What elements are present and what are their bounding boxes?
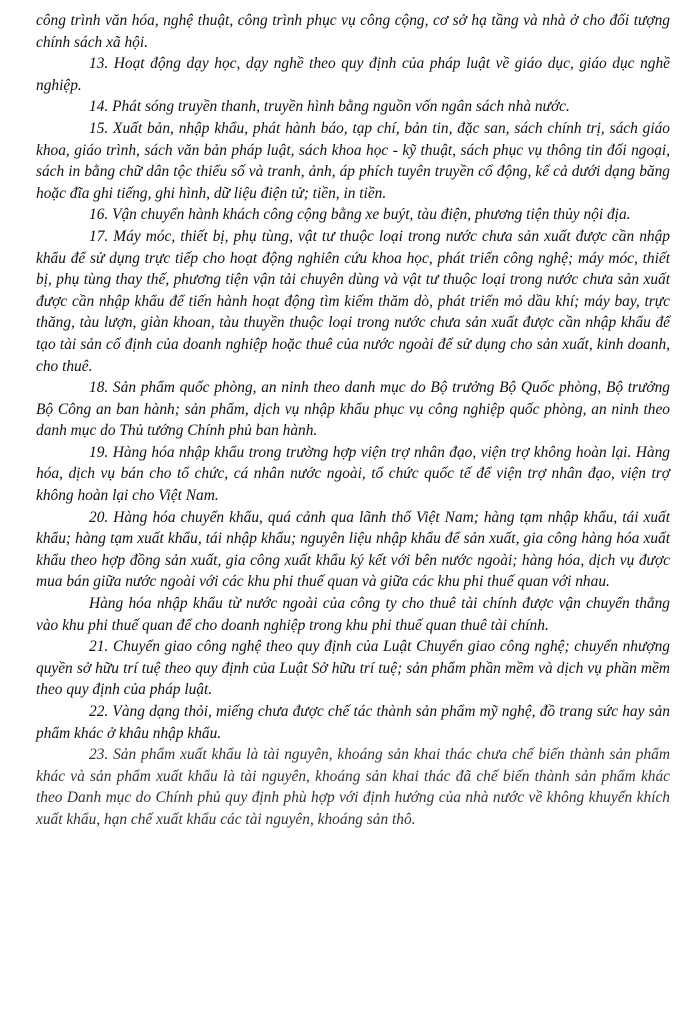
paragraph-item-21: 21. Chuyển giao công nghệ theo quy định của Luật Chuyển giao công nghệ; chuyển nhượng quyền sở hữu trí tuệ theo quy định của Luật Sở hữu trí tuệ; sản phẩm phần mềm và dịch vụ phần mềm theo quy định của pháp luật. [36, 638, 670, 699]
paragraph-item-23: 23. Sản phẩm xuất khẩu là tài nguyên, khoáng sản khai thác chưa chế biến thành sản phẩm khác và sản phẩm xuất khẩu là tài nguyên, khoáng sản khai thác đã chế biến thành sản phẩm khác theo Danh mục do Chính phủ quy định phù hợp với định hướng của nhà nước về không khuyến khích xuất khẩu, hạn chế xuất khẩu các tài nguyên, khoáng sản thô. [36, 746, 670, 828]
paragraph-item-13: 13. Hoạt động dạy học, dạy nghề theo quy định của pháp luật về giáo dục, giáo dục nghề nghiệp. [36, 55, 670, 94]
paragraph-item-20: 20. Hàng hóa chuyển khẩu, quá cảnh qua lãnh thổ Việt Nam; hàng tạm nhập khẩu, tái xuất khẩu; hàng tạm xuất khẩu, tái nhập khẩu; nguyên liệu nhập khẩu để sản xuất, gia công hàng hóa xuất khẩu theo hợp đồng sản xuất, gia công xuất khẩu ký kết với bên nước ngoài; hàng hóa, dịch vụ được mua bán giữa nước ngoài với các khu phi thuế quan và giữa các khu phi thuế quan với nhau. [36, 508, 670, 591]
document-page [36, 10, 670, 831]
paragraph-continuation: công trình văn hóa, nghệ thuật, công trình phục vụ công cộng, cơ sở hạ tầng và nhà ở cho đối tượng chính sách xã hội. [36, 12, 670, 51]
paragraph-item-19: 19. Hàng hóa nhập khẩu trong trường hợp viện trợ nhân đạo, viện trợ không hoàn lại. Hàng hóa, dịch vụ bán cho tổ chức, cá nhân nước ngoài, tổ chức quốc tế để viện trợ nhân đạo, viện trợ không hoàn lại cho Việt Nam. [36, 443, 670, 505]
paragraph-item-22: 22. Vàng dạng thỏi, miếng chưa được chế tác thành sản phẩm mỹ nghệ, đồ trang sức hay sản phẩm khác ở khâu nhập khẩu. [36, 703, 670, 742]
paragraph-item-16: 16. Vận chuyển hành khách công cộng bằng xe buýt, tàu điện, phương tiện thủy nội địa. [89, 206, 631, 224]
paragraph-item-15: 15. Xuất bản, nhập khẩu, phát hành báo, tạp chí, bản tin, đặc san, sách chính trị, sách giáo khoa, giáo trình, sách văn bản pháp luật, sách khoa học - kỹ thuật, sách phục vụ thông tin đối ngoại, sách in bằng chữ dân tộc thiểu số và tranh, ảnh, áp phích tuyên truyền cổ động, kể cả dưới dạng băng hoặc đĩa ghi tiếng, ghi hình, dữ liệu điện tử; tiền, in tiền. [36, 119, 670, 202]
paragraph-item-14: 14. Phát sóng truyền thanh, truyền hình bằng nguồn vốn ngân sách nhà nước. [89, 98, 570, 116]
paragraph-item-18: 18. Sản phẩm quốc phòng, an ninh theo danh mục do Bộ trưởng Bộ Quốc phòng, Bộ trưởng Bộ Công an ban hành; sản phẩm, dịch vụ nhập khẩu phục vụ công nghiệp quốc phòng, an ninh theo danh mục do Thủ tướng Chính phủ ban hành. [36, 379, 670, 440]
paragraph-item-20-sub: Hàng hóa nhập khẩu từ nước ngoài của công ty cho thuê tài chính được vận chuyển thẳng vào khu phi thuế quan để cho doanh nghiệp trong khu phi thuế quan thuê tài chính. [36, 595, 670, 634]
paragraph-item-17: 17. Máy móc, thiết bị, phụ tùng, vật tư thuộc loại trong nước chưa sản xuất được cần nhập khẩu để sử dụng trực tiếp cho hoạt động nghiên cứu khoa học, phát triển công nghệ; máy móc, thiết bị, phụ tùng thay thế, phương tiện vận tải chuyên dùng và vật tư thuộc loại trong nước chưa sản xuất được cần nhập khẩu để tiến hành hoạt động tìm kiếm thăm dò, phát triển mỏ dầu khí; máy bay, trực thăng, tàu lượn, giàn khoan, tàu thuyền thuộc loại trong nước chưa sản xuất được cần nhập khẩu để tạo tài sản cố định của doanh nghiệp hoặc thuê của nước ngoài để sử dụng cho sản xuất, kinh doanh, cho thuê. [36, 227, 670, 375]
